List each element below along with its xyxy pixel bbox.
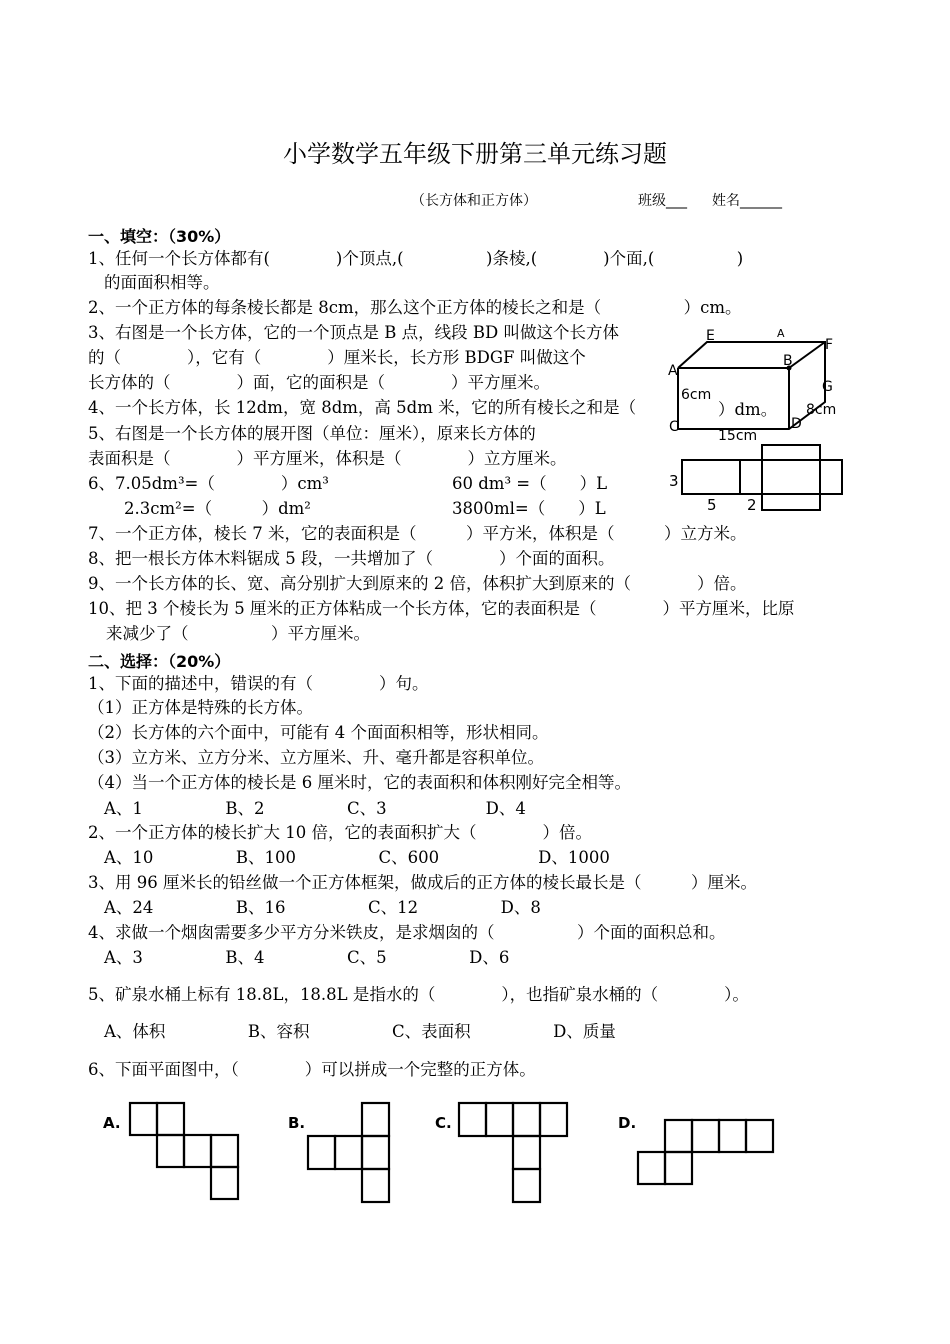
cuboid-net-diagram: [664, 440, 854, 516]
question-line: 长方体的（ ）面，它的面积是（ ）平方厘米。: [88, 373, 550, 392]
width-label: 8cm: [806, 402, 837, 418]
question-line: 表面积是（ ）平方厘米，体积是（ ）立方厘米。: [88, 449, 567, 468]
subtitle: （长方体和正方体）: [411, 193, 537, 209]
question-line: 4、求做一个烟囱需要多少平方分米铁皮，是求烟囱的（ ）个面的面积总和。: [88, 923, 726, 942]
question-line: 4、一个长方体，长 12dm，宽 8dm，高 5dm 米，它的所有棱长之和是（: [88, 398, 637, 417]
vertex-label-a: A: [668, 363, 678, 379]
vertex-label-f: F: [825, 337, 834, 353]
vertex-label-g: G: [822, 379, 833, 395]
question-line-tail: ）dm。: [718, 400, 778, 419]
cuboid-diagram: [660, 325, 850, 444]
net-label-width: 2: [747, 496, 757, 514]
length-label: 15cm: [718, 428, 758, 444]
question-line: 3、用 96 厘米长的铅丝做一个正方体框架，做成后的正方体的棱长最长是（ ）厘米。: [88, 873, 757, 892]
options-line: A、1 B、2 C、3 D、4: [104, 799, 526, 818]
question-line: 2、一个正方体的棱长扩大 10 倍，它的表面积扩大（ ）倍。: [88, 823, 592, 842]
vertex-label-d: D: [791, 416, 802, 432]
statement-line: （1）正方体是特殊的长方体。: [88, 698, 313, 717]
name-field[interactable]: 姓名______: [712, 193, 782, 209]
question-line: 8、把一根长方体木料锯成 5 段，一共增加了（ ）个面的面积。: [88, 549, 615, 568]
question-line: 60 dm³ =（ ）L: [452, 474, 608, 493]
vertex-label-e: E: [706, 328, 715, 344]
net-option-c-label: C.: [435, 1114, 452, 1132]
question-line: 的面面积相等。: [104, 273, 220, 292]
cube-nets-diagram: [100, 1098, 800, 1204]
class-field[interactable]: 班级___: [638, 193, 687, 209]
net-option-d-label: D.: [618, 1114, 637, 1132]
options-line: A、3 B、4 C、5 D、6: [104, 948, 510, 967]
statement-line: （3）立方米、立方分米、立方厘米、升、毫升都是容积单位。: [88, 748, 544, 767]
vertex-label-b: B: [783, 353, 793, 369]
question-line: 2.3cm²=（ ）dm²: [124, 499, 311, 518]
vertex-label-c: C: [669, 419, 679, 435]
question-line: 2、一个正方体的每条棱长都是 8cm，那么这个正方体的棱长之和是（ ）cm。: [88, 298, 742, 317]
question-line: 3800ml=（ ）L: [452, 499, 606, 518]
options-line: A、10 B、100 C、600 D、1000: [104, 848, 610, 867]
options-line: A、体积 B、容积 C、表面积 D、质量: [104, 1022, 616, 1041]
net-option-a-label: A.: [103, 1114, 121, 1132]
statement-line: （2）长方体的六个面中，可能有 4 个面面积相等，形状相同。: [88, 723, 549, 742]
top-edge-label: A: [777, 327, 785, 340]
question-line: 来减少了（ ）平方厘米。: [106, 624, 370, 643]
question-line: 的（ ），它有（ ）厘米长，长方形 BDGF 叫做这个: [88, 348, 586, 367]
question-line: 6、7.05dm³=（ ）cm³: [88, 474, 329, 493]
net-label-length: 5: [707, 496, 717, 514]
question-line: 10、把 3 个棱长为 5 厘米的正方体粘成一个长方体，它的表面积是（ ）平方厘米，比原: [88, 599, 795, 618]
page-title: 小学数学五年级下册第三单元练习题: [283, 140, 667, 168]
net-label-height: 3: [669, 472, 679, 490]
statement-line: （4）当一个正方体的棱长是 6 厘米时，它的表面积和体积刚好完全相等。: [88, 773, 631, 792]
question-line: 1、任何一个长方体都有( )个顶点,( )条棱,( )个面,( ): [88, 249, 744, 268]
question-line: 3、右图是一个长方体，它的一个顶点是 B 点，线段 BD 叫做这个长方体: [88, 323, 619, 342]
height-label: 6cm: [681, 387, 712, 403]
question-line: 5、矿泉水桶上标有 18.8L，18.8L 是指水的（ ），也指矿泉水桶的（ ）。: [88, 985, 749, 1004]
question-line: 9、一个长方体的长、宽、高分别扩大到原来的 2 倍，体积扩大到原来的（ ）倍。: [88, 574, 747, 593]
options-line: A、24 B、16 C、12 D、8: [104, 898, 541, 917]
question-line: 6、下面平面图中，（ ）可以拼成一个完整的正方体。: [88, 1060, 536, 1079]
section-heading-fill-in: 一、填空：（30%）: [88, 227, 231, 246]
net-option-b-label: B.: [288, 1114, 306, 1132]
question-line: 7、一个正方体，棱长 7 米，它的表面积是（ ）平方米，体积是（ ）立方米。: [88, 524, 747, 543]
section-heading-choice: 二、选择：（20%）: [88, 652, 231, 671]
question-line: 5、右图是一个长方体的展开图（单位：厘米），原来长方体的: [88, 424, 536, 443]
question-line: 1、下面的描述中，错误的有（ ）句。: [88, 674, 429, 693]
